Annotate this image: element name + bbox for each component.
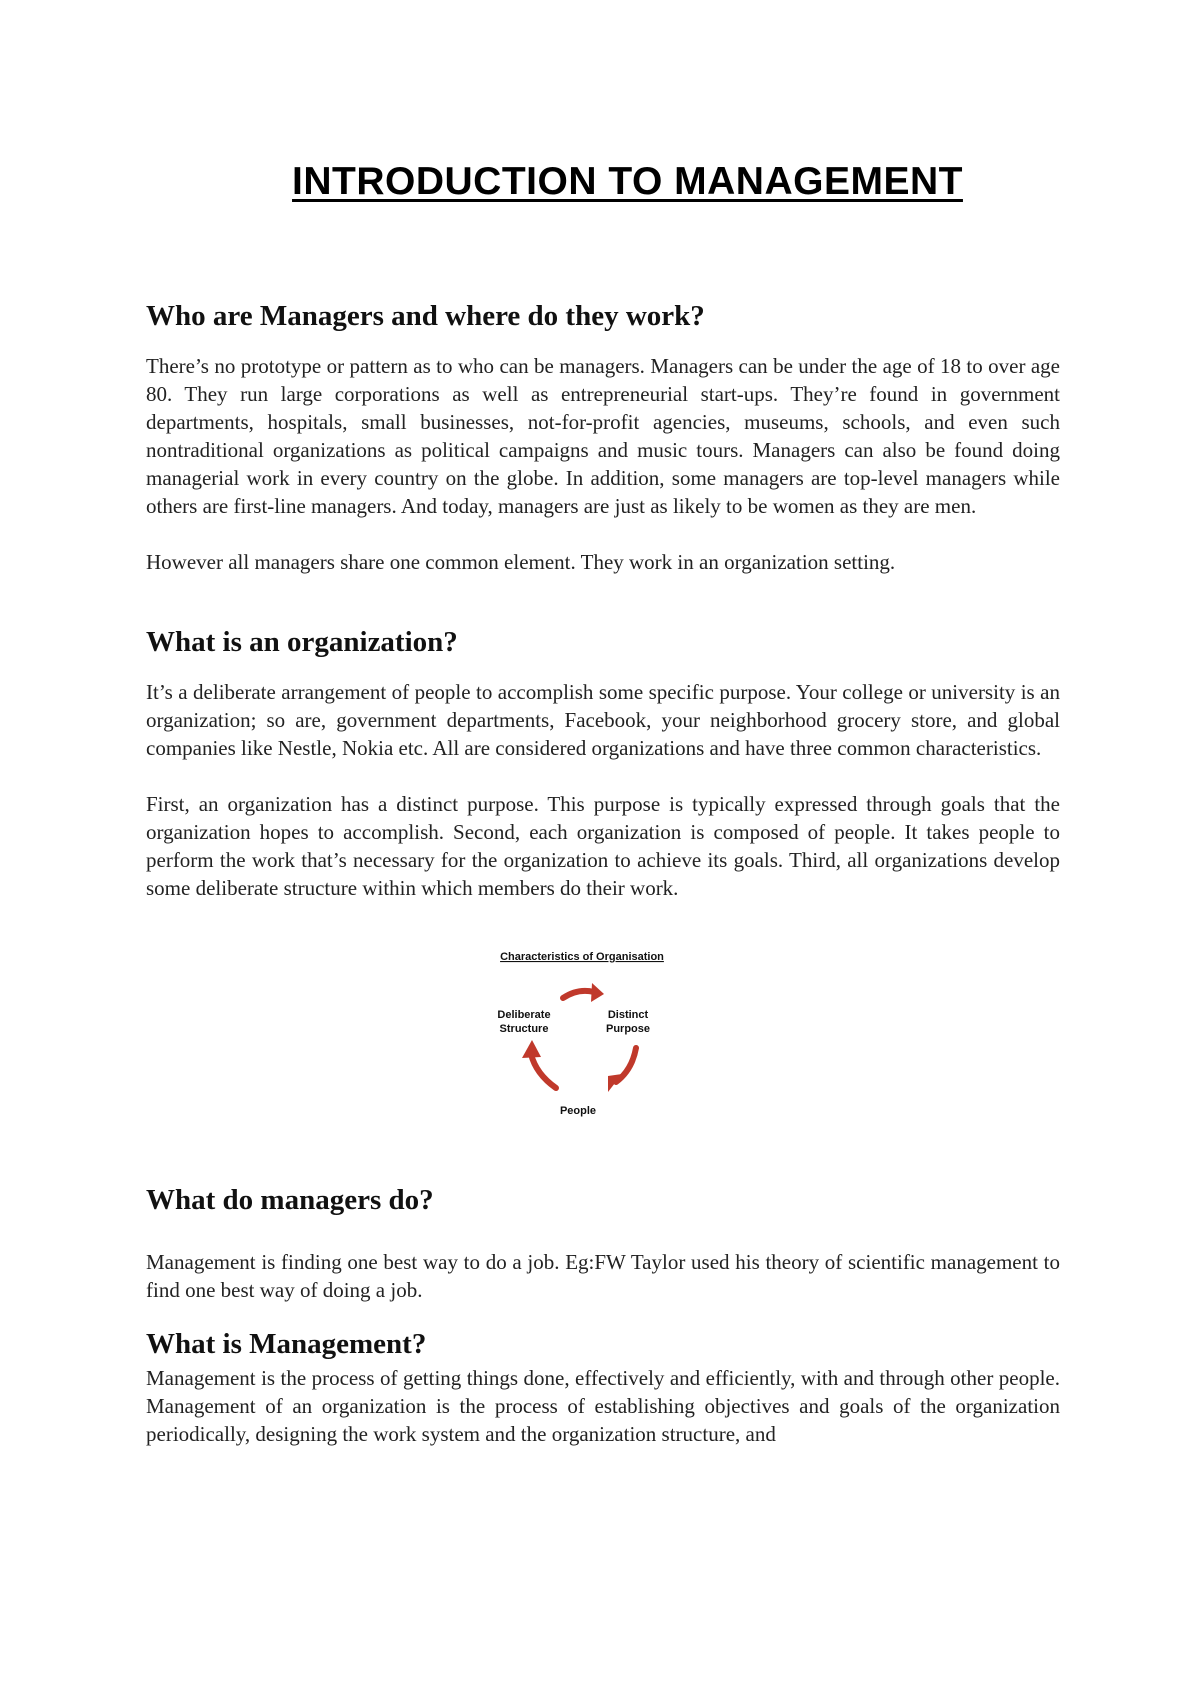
paragraph: There’s no prototype or pattern as to who can be managers. Managers can be under the age of 18 to over age 80. They run large corporations as well as entrepreneurial start-ups. They’re found in government departments, hospitals, small businesses, not-for-profit agencies, museums, schools, and even such nontraditional organizations as political campaigns and music tours. Managers can also be found doing managerial work in every country on the globe. In addition, some managers are top-level managers while others are first-line managers. And today, managers are just as likely to be women as they are men. [146, 354, 1060, 518]
characteristics-diagram-svg [496, 944, 696, 1144]
diagram-title: Characteristics of Organisation [500, 951, 664, 963]
arrow-top [563, 991, 594, 998]
diagram-label-deliberate: Deliberate [497, 1009, 551, 1021]
diagram-label-people: People [559, 1105, 597, 1117]
diagram-label-distinct: Distinct [607, 1009, 649, 1021]
section-heading-what-managers-do: What do managers do? [146, 1184, 434, 1216]
arrow-right-head [608, 1074, 622, 1092]
section-heading-managers: Who are Managers and where do they work? [146, 300, 705, 332]
paragraph: Management is the process of getting things done, effectively and efficiently, with and through other people. Management of an organization is the process of establishing objectives and goals of the organization periodically, designing the work system and the organization structure, and [146, 1366, 1060, 1446]
arrow-top-head [591, 983, 604, 1002]
section-heading-organization: What is an organization? [146, 626, 458, 658]
paragraph: Management is finding one best way to do a job. Eg:FW Taylor used his theory of scientific management to find one best way of doing a job. [146, 1250, 1060, 1302]
diagram-label-purpose: Purpose [605, 1023, 651, 1035]
characteristics-diagram [146, 944, 1060, 1180]
paragraph: It’s a deliberate arrangement of people to accomplish some specific purpose. Your college or university is an organization; so are, government departments, Facebook, your neighborhood grocery store, and global companies like Nestle, Nokia etc. All are considered organizations and have three common characteristics. [146, 680, 1060, 760]
section-heading-what-is-management: What is Management? [146, 1328, 427, 1360]
document-body [146, 296, 1060, 1448]
arrow-left-head [522, 1040, 541, 1058]
paragraph: However all managers share one common element. They work in an organization setting. [146, 550, 896, 574]
diagram-label-structure: Structure [499, 1023, 549, 1035]
arrow-left [531, 1054, 556, 1088]
document-title: INTRODUCTION TO MANAGEMENT [292, 160, 963, 203]
paragraph: First, an organization has a distinct purpose. This purpose is typically expressed through goals that the organization hopes to accomplish. Second, each organization is composed of people. It takes people to perform the work that’s necessary for the organization to achieve its goals. Third, all organizations develop some deliberate structure within which members do their work. [146, 792, 1060, 900]
